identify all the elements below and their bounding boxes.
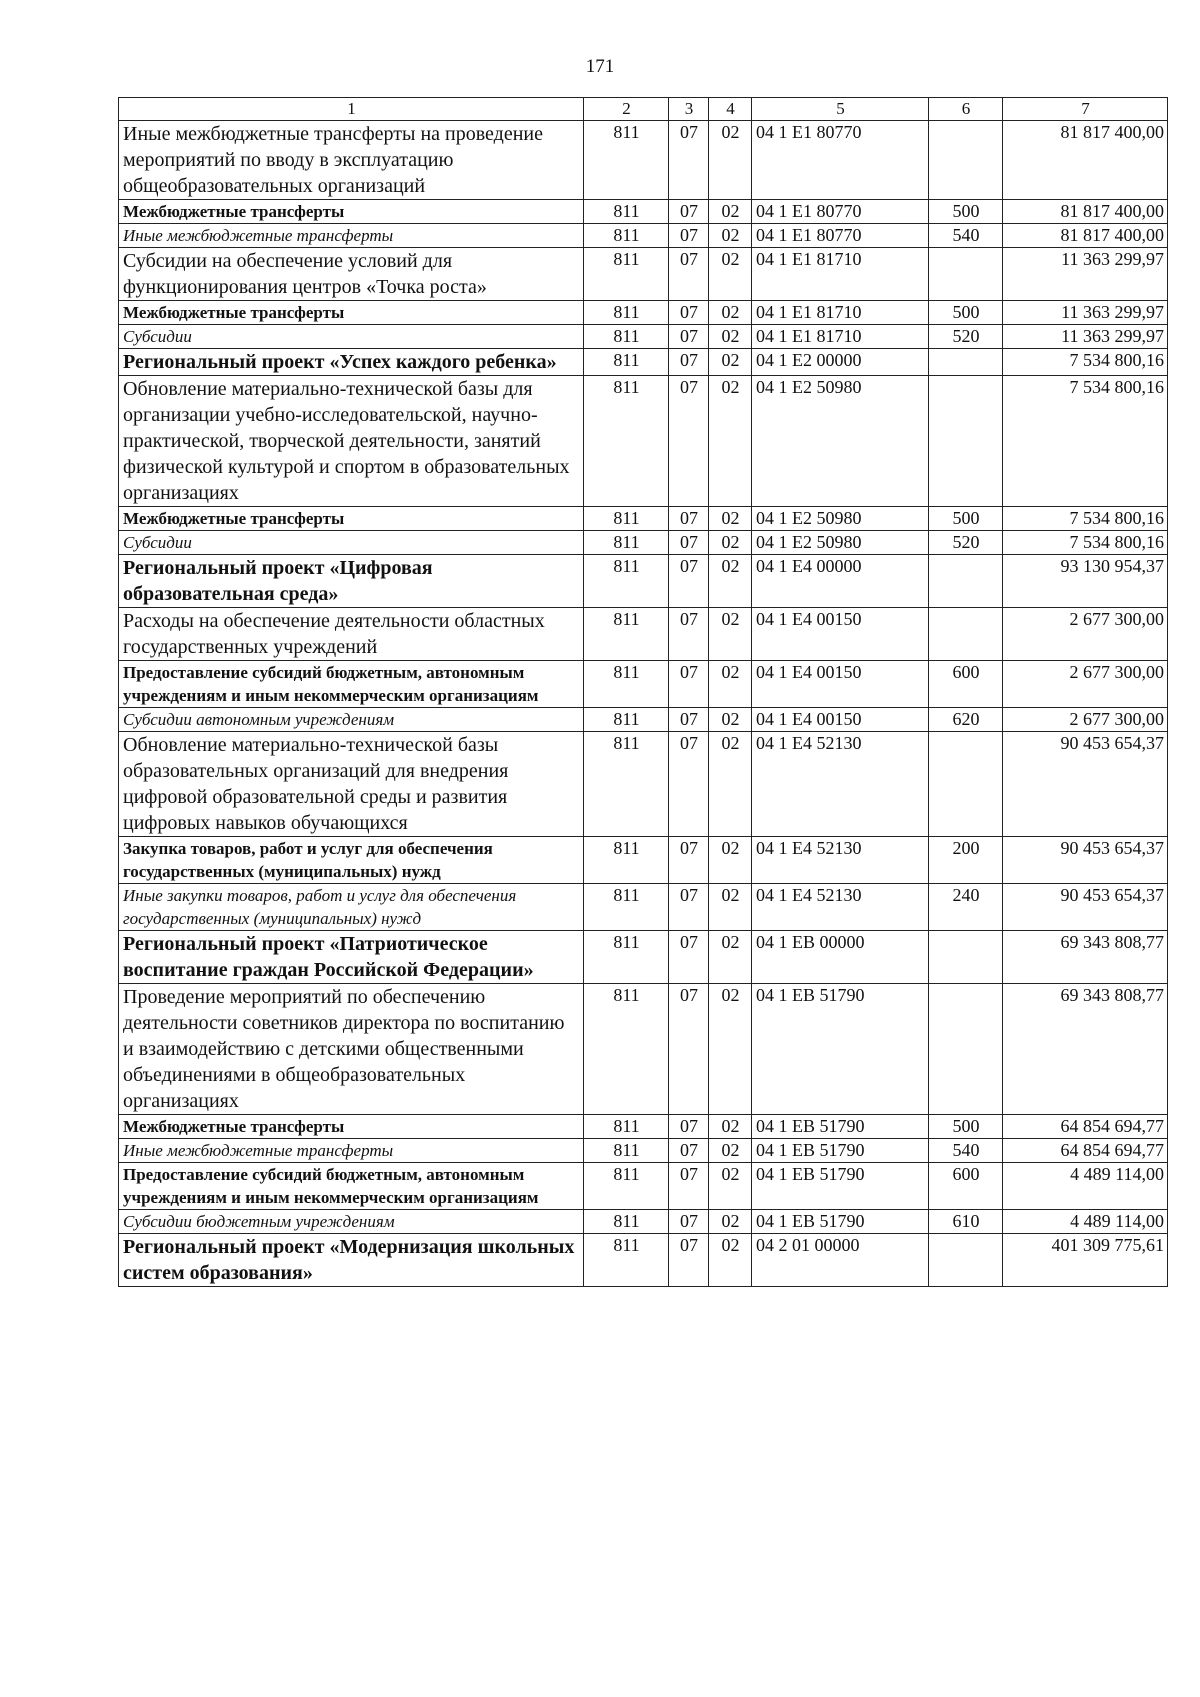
- table-row: [119, 931, 1168, 984]
- row-grbs-code: 811: [584, 121, 669, 200]
- row-expense-type-code: 520: [929, 531, 1003, 555]
- row-name: Региональный проект «Цифровая образовательная среда»: [119, 555, 584, 608]
- header-col-amount: 7: [1003, 98, 1168, 121]
- row-subsection-code: 02: [709, 376, 752, 507]
- row-section-code: 07: [669, 507, 709, 531]
- row-expense-type-code: 610: [929, 1210, 1003, 1234]
- row-grbs-code: 811: [584, 1234, 669, 1287]
- row-name: Субсидии бюджетным учреждениям: [119, 1210, 584, 1234]
- row-target-article-code: 04 1 E2 50980: [752, 507, 929, 531]
- table-row: [119, 376, 1168, 507]
- row-expense-type-code: [929, 555, 1003, 608]
- row-subsection-code: 02: [709, 661, 752, 708]
- row-subsection-code: 02: [709, 984, 752, 1115]
- row-subsection-code: 02: [709, 349, 752, 376]
- row-name: Предоставление субсидий бюджетным, автономным учреждениям и иным некоммерческим организациям: [119, 661, 584, 708]
- row-subsection-code: 02: [709, 200, 752, 224]
- row-target-article-code: 04 1 EB 00000: [752, 931, 929, 984]
- row-amount: 2 677 300,00: [1003, 661, 1168, 708]
- row-subsection-code: 02: [709, 248, 752, 301]
- row-target-article-code: 04 1 EB 51790: [752, 984, 929, 1115]
- row-target-article-code: 04 1 E4 52130: [752, 732, 929, 837]
- row-expense-type-code: [929, 121, 1003, 200]
- row-amount: 7 534 800,16: [1003, 531, 1168, 555]
- row-target-article-code: 04 1 EB 51790: [752, 1163, 929, 1210]
- row-subsection-code: 02: [709, 837, 752, 884]
- header-col-name: 1: [119, 98, 584, 121]
- row-subsection-code: 02: [709, 224, 752, 248]
- row-amount: 81 817 400,00: [1003, 200, 1168, 224]
- row-section-code: 07: [669, 1115, 709, 1139]
- row-amount: 401 309 775,61: [1003, 1234, 1168, 1287]
- row-name: Региональный проект «Модернизация школьных систем образования»: [119, 1234, 584, 1287]
- row-subsection-code: 02: [709, 1210, 752, 1234]
- row-expense-type-code: 500: [929, 1115, 1003, 1139]
- row-expense-type-code: 500: [929, 200, 1003, 224]
- row-name: Иные межбюджетные трансферты: [119, 1139, 584, 1163]
- row-section-code: 07: [669, 1210, 709, 1234]
- row-name: Субсидии: [119, 325, 584, 349]
- row-section-code: 07: [669, 1234, 709, 1287]
- row-subsection-code: 02: [709, 608, 752, 661]
- table-row: [119, 555, 1168, 608]
- page-number: 171: [585, 56, 615, 77]
- table-row: [119, 608, 1168, 661]
- row-name: Межбюджетные трансферты: [119, 1115, 584, 1139]
- row-amount: 7 534 800,16: [1003, 507, 1168, 531]
- row-target-article-code: 04 1 E2 50980: [752, 531, 929, 555]
- row-name: Межбюджетные трансферты: [119, 301, 584, 325]
- row-grbs-code: 811: [584, 1115, 669, 1139]
- row-name: Иные межбюджетные трансферты: [119, 224, 584, 248]
- row-target-article-code: 04 1 EB 51790: [752, 1139, 929, 1163]
- row-grbs-code: 811: [584, 507, 669, 531]
- table-row: [119, 1163, 1168, 1210]
- row-name: Проведение мероприятий по обеспечению деятельности советников директора по воспитанию и взаимодействию с детскими общественными объединениями в общеобразовательных организациях: [119, 984, 584, 1115]
- table-row: [119, 1139, 1168, 1163]
- table-row: [119, 984, 1168, 1115]
- row-section-code: 07: [669, 376, 709, 507]
- row-amount: 7 534 800,16: [1003, 349, 1168, 376]
- row-expense-type-code: 200: [929, 837, 1003, 884]
- row-expense-type-code: 520: [929, 325, 1003, 349]
- header-col-pr: 4: [709, 98, 752, 121]
- table-row: [119, 349, 1168, 376]
- table-row: [119, 121, 1168, 200]
- row-amount: 11 363 299,97: [1003, 301, 1168, 325]
- row-expense-type-code: [929, 931, 1003, 984]
- row-target-article-code: 04 1 E4 52130: [752, 884, 929, 931]
- row-section-code: 07: [669, 248, 709, 301]
- row-name: Предоставление субсидий бюджетным, автономным учреждениям и иным некоммерческим организациям: [119, 1163, 584, 1210]
- table-row: [119, 1210, 1168, 1234]
- row-expense-type-code: 240: [929, 884, 1003, 931]
- row-expense-type-code: 500: [929, 507, 1003, 531]
- row-subsection-code: 02: [709, 1115, 752, 1139]
- row-name: Обновление материально-технической базы для организации учебно-исследовательской, научно-практической, творческой деятельности, занятий физической культурой и спортом в образовательных организациях: [119, 376, 584, 507]
- row-grbs-code: 811: [584, 732, 669, 837]
- row-section-code: 07: [669, 200, 709, 224]
- row-target-article-code: 04 1 E1 81710: [752, 325, 929, 349]
- table-row: [119, 301, 1168, 325]
- row-subsection-code: 02: [709, 555, 752, 608]
- table-row: [119, 325, 1168, 349]
- table-row: [119, 200, 1168, 224]
- row-expense-type-code: 540: [929, 1139, 1003, 1163]
- row-grbs-code: 811: [584, 1163, 669, 1210]
- row-name: Региональный проект «Патриотическое воспитание граждан Российской Федерации»: [119, 931, 584, 984]
- row-expense-type-code: 620: [929, 708, 1003, 732]
- row-target-article-code: 04 1 E1 81710: [752, 248, 929, 301]
- row-grbs-code: 811: [584, 708, 669, 732]
- table-row: [119, 248, 1168, 301]
- row-amount: 90 453 654,37: [1003, 884, 1168, 931]
- table-row: [119, 224, 1168, 248]
- row-target-article-code: 04 1 EB 51790: [752, 1115, 929, 1139]
- row-name: Межбюджетные трансферты: [119, 200, 584, 224]
- row-name: Субсидии: [119, 531, 584, 555]
- row-subsection-code: 02: [709, 1163, 752, 1210]
- row-name: Субсидии автономным учреждениям: [119, 708, 584, 732]
- row-name: Субсидии на обеспечение условий для функционирования центров «Точка роста»: [119, 248, 584, 301]
- row-amount: 81 817 400,00: [1003, 121, 1168, 200]
- row-target-article-code: 04 1 E1 81710: [752, 301, 929, 325]
- row-expense-type-code: [929, 349, 1003, 376]
- row-target-article-code: 04 1 E2 00000: [752, 349, 929, 376]
- row-section-code: 07: [669, 732, 709, 837]
- row-amount: 69 343 808,77: [1003, 931, 1168, 984]
- row-subsection-code: 02: [709, 1139, 752, 1163]
- table-row: [119, 708, 1168, 732]
- row-expense-type-code: 540: [929, 224, 1003, 248]
- row-amount: 69 343 808,77: [1003, 984, 1168, 1115]
- row-grbs-code: 811: [584, 931, 669, 984]
- row-target-article-code: 04 1 E1 80770: [752, 224, 929, 248]
- row-amount: 11 363 299,97: [1003, 325, 1168, 349]
- row-target-article-code: 04 2 01 00000: [752, 1234, 929, 1287]
- row-grbs-code: 811: [584, 608, 669, 661]
- row-expense-type-code: [929, 732, 1003, 837]
- header-col-csr: 5: [752, 98, 929, 121]
- row-amount: 90 453 654,37: [1003, 732, 1168, 837]
- row-grbs-code: 811: [584, 884, 669, 931]
- row-grbs-code: 811: [584, 349, 669, 376]
- row-expense-type-code: 500: [929, 301, 1003, 325]
- row-section-code: 07: [669, 121, 709, 200]
- row-grbs-code: 811: [584, 984, 669, 1115]
- row-subsection-code: 02: [709, 884, 752, 931]
- row-target-article-code: 04 1 EB 51790: [752, 1210, 929, 1234]
- row-amount: 90 453 654,37: [1003, 837, 1168, 884]
- row-target-article-code: 04 1 E4 52130: [752, 837, 929, 884]
- row-amount: 64 854 694,77: [1003, 1115, 1168, 1139]
- row-target-article-code: 04 1 E4 00000: [752, 555, 929, 608]
- row-subsection-code: 02: [709, 708, 752, 732]
- header-col-vr: 6: [929, 98, 1003, 121]
- row-amount: 11 363 299,97: [1003, 248, 1168, 301]
- row-subsection-code: 02: [709, 732, 752, 837]
- row-amount: 4 489 114,00: [1003, 1210, 1168, 1234]
- table-row: [119, 661, 1168, 708]
- budget-table: [118, 97, 1168, 1287]
- row-name: Иные закупки товаров, работ и услуг для обеспечения государственных (муниципальных) нужд: [119, 884, 584, 931]
- row-section-code: 07: [669, 608, 709, 661]
- row-section-code: 07: [669, 325, 709, 349]
- header-col-rz: 3: [669, 98, 709, 121]
- row-amount: 81 817 400,00: [1003, 224, 1168, 248]
- row-section-code: 07: [669, 931, 709, 984]
- row-subsection-code: 02: [709, 301, 752, 325]
- row-grbs-code: 811: [584, 661, 669, 708]
- table-row: [119, 837, 1168, 884]
- row-expense-type-code: [929, 984, 1003, 1115]
- row-expense-type-code: [929, 1234, 1003, 1287]
- row-grbs-code: 811: [584, 248, 669, 301]
- row-grbs-code: 811: [584, 200, 669, 224]
- row-name: Обновление материально-технической базы образовательных организаций для внедрения цифровой образовательной среды и развития цифровых навыков обучающихся: [119, 732, 584, 837]
- row-section-code: 07: [669, 531, 709, 555]
- table-row: [119, 1234, 1168, 1287]
- row-grbs-code: 811: [584, 837, 669, 884]
- row-section-code: 07: [669, 301, 709, 325]
- row-section-code: 07: [669, 1163, 709, 1210]
- row-section-code: 07: [669, 1139, 709, 1163]
- row-section-code: 07: [669, 708, 709, 732]
- table-row: [119, 884, 1168, 931]
- row-expense-type-code: 600: [929, 1163, 1003, 1210]
- row-subsection-code: 02: [709, 325, 752, 349]
- row-amount: 7 534 800,16: [1003, 376, 1168, 507]
- row-subsection-code: 02: [709, 531, 752, 555]
- table-row: [119, 507, 1168, 531]
- header-col-grbs: 2: [584, 98, 669, 121]
- row-grbs-code: 811: [584, 1210, 669, 1234]
- row-name: Расходы на обеспечение деятельности областных государственных учреждений: [119, 608, 584, 661]
- row-grbs-code: 811: [584, 301, 669, 325]
- row-subsection-code: 02: [709, 121, 752, 200]
- table-row: [119, 1115, 1168, 1139]
- row-amount: 64 854 694,77: [1003, 1139, 1168, 1163]
- row-subsection-code: 02: [709, 931, 752, 984]
- row-target-article-code: 04 1 E4 00150: [752, 661, 929, 708]
- row-expense-type-code: [929, 248, 1003, 301]
- row-section-code: 07: [669, 349, 709, 376]
- row-expense-type-code: 600: [929, 661, 1003, 708]
- row-target-article-code: 04 1 E1 80770: [752, 200, 929, 224]
- row-name: Межбюджетные трансферты: [119, 507, 584, 531]
- row-target-article-code: 04 1 E2 50980: [752, 376, 929, 507]
- row-amount: 2 677 300,00: [1003, 608, 1168, 661]
- row-grbs-code: 811: [584, 224, 669, 248]
- row-amount: 4 489 114,00: [1003, 1163, 1168, 1210]
- row-section-code: 07: [669, 224, 709, 248]
- row-expense-type-code: [929, 376, 1003, 507]
- row-grbs-code: 811: [584, 325, 669, 349]
- table-row: [119, 531, 1168, 555]
- row-section-code: 07: [669, 884, 709, 931]
- header-row: [119, 98, 1168, 121]
- row-target-article-code: 04 1 E1 80770: [752, 121, 929, 200]
- row-target-article-code: 04 1 E4 00150: [752, 608, 929, 661]
- row-grbs-code: 811: [584, 1139, 669, 1163]
- table-body: [119, 121, 1168, 1287]
- row-name: Закупка товаров, работ и услуг для обеспечения государственных (муниципальных) нужд: [119, 837, 584, 884]
- row-name: Региональный проект «Успех каждого ребенка»: [119, 349, 584, 376]
- row-amount: 2 677 300,00: [1003, 708, 1168, 732]
- row-grbs-code: 811: [584, 555, 669, 608]
- row-section-code: 07: [669, 661, 709, 708]
- row-section-code: 07: [669, 984, 709, 1115]
- row-subsection-code: 02: [709, 507, 752, 531]
- row-section-code: 07: [669, 837, 709, 884]
- row-expense-type-code: [929, 608, 1003, 661]
- row-grbs-code: 811: [584, 376, 669, 507]
- table-row: [119, 732, 1168, 837]
- row-amount: 93 130 954,37: [1003, 555, 1168, 608]
- row-section-code: 07: [669, 555, 709, 608]
- row-name: Иные межбюджетные трансферты на проведение мероприятий по вводу в эксплуатацию общеобразовательных организаций: [119, 121, 584, 200]
- row-subsection-code: 02: [709, 1234, 752, 1287]
- row-target-article-code: 04 1 E4 00150: [752, 708, 929, 732]
- row-grbs-code: 811: [584, 531, 669, 555]
